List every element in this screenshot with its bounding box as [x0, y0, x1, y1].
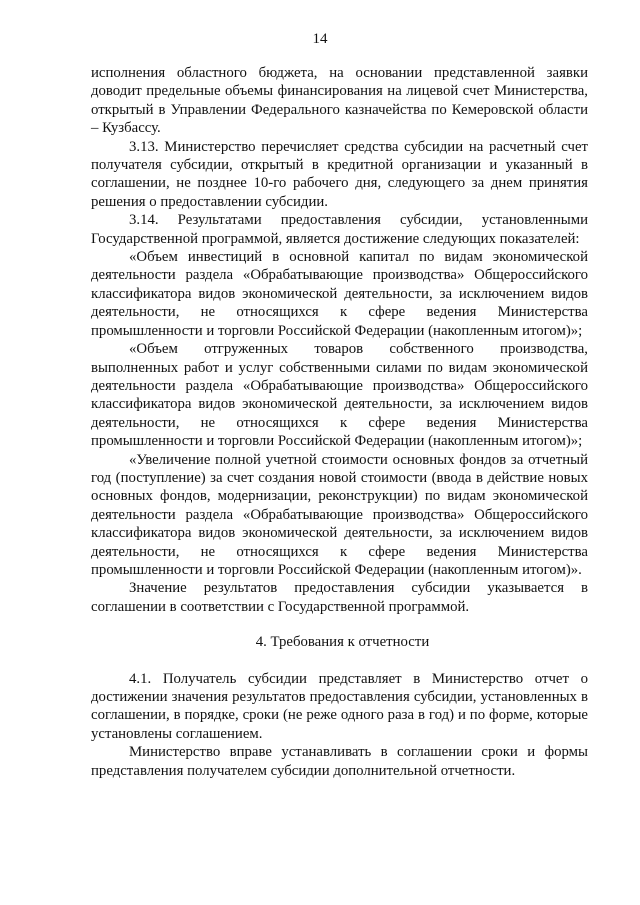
- paragraph-continuation: исполнения областного бюджета, на основании представленной заявки доводит предельные объемы финансирования на лицевой счет Министерства, открытый в Управлении Федерального казначейства по Кемеровской области – Кузбассу.: [91, 65, 588, 137]
- paragraph-3-13: 3.13. Министерство перечисляет средства субсидии на расчетный счет получателя субсидии, открытый в кредитной организации и указанный в соглашении, не позднее 10-го рабочего дня, следующего за днем принятия решения о предоставлении субсидии.: [91, 138, 588, 210]
- paragraph-4-1: 4.1. Получатель субсидии представляет в Министерство отчет о достижении значения результатов предоставления субсидии, установленных в соглашении, в порядке, сроки (не реже одного раза в год) и по форме, которые установлены соглашением.: [91, 670, 588, 742]
- indicator-fixed-assets: «Увеличение полной учетной стоимости основных фондов за отчетный год (поступление) за счет создания новой стоимости (ввода в действие новых основных фондов, модернизации, реконструкции) по видам экономической деятельности раздела «Обрабатывающие производства» Общероссийского классификатора видов экономической деятельности, за исключением видов деятельности, не относящихся к сфере ведения Министерства промышленности и торговли Российской Федерации (накопленным итогом)».: [91, 451, 588, 578]
- page-number: 14: [312, 31, 328, 47]
- paragraph-results-value: Значение результатов предоставления субсидии указывается в соглашении в соответствии с Государственной программой.: [91, 580, 588, 615]
- indicator-shipped-goods: «Объем отгруженных товаров собственного производства, выполненных работ и услуг собственными силами по видам экономической деятельности раздела «Обрабатывающие производства» Общероссийского классификатора видов экономической деятельности, за исключением видов деятельности, не относящихся к сфере ведения Министерства промышленности и торговли Российской Федерации (накопленным итогом)»;: [91, 341, 588, 450]
- document-body: [91, 64, 588, 780]
- indicator-investments: «Объем инвестиций в основной капитал по видам экономической деятельности раздела «Обрабатывающие производства» Общероссийского классификатора видов экономической деятельности, за исключением видов деятельности, не относящихся к сфере ведения Министерства промышленности и торговли Российской Федерации (накопленным итогом)»;: [91, 249, 588, 339]
- section-heading-reporting: 4. Требования к отчетности: [255, 634, 430, 651]
- paragraph-3-14: 3.14. Результатами предоставления субсидии, установленными Государственной программой, является достижение следующих показателей:: [91, 212, 588, 247]
- paragraph-additional-reporting: Министерство вправе устанавливать в соглашении сроки и формы представления получателем субсидии дополнительной отчетности.: [91, 744, 588, 779]
